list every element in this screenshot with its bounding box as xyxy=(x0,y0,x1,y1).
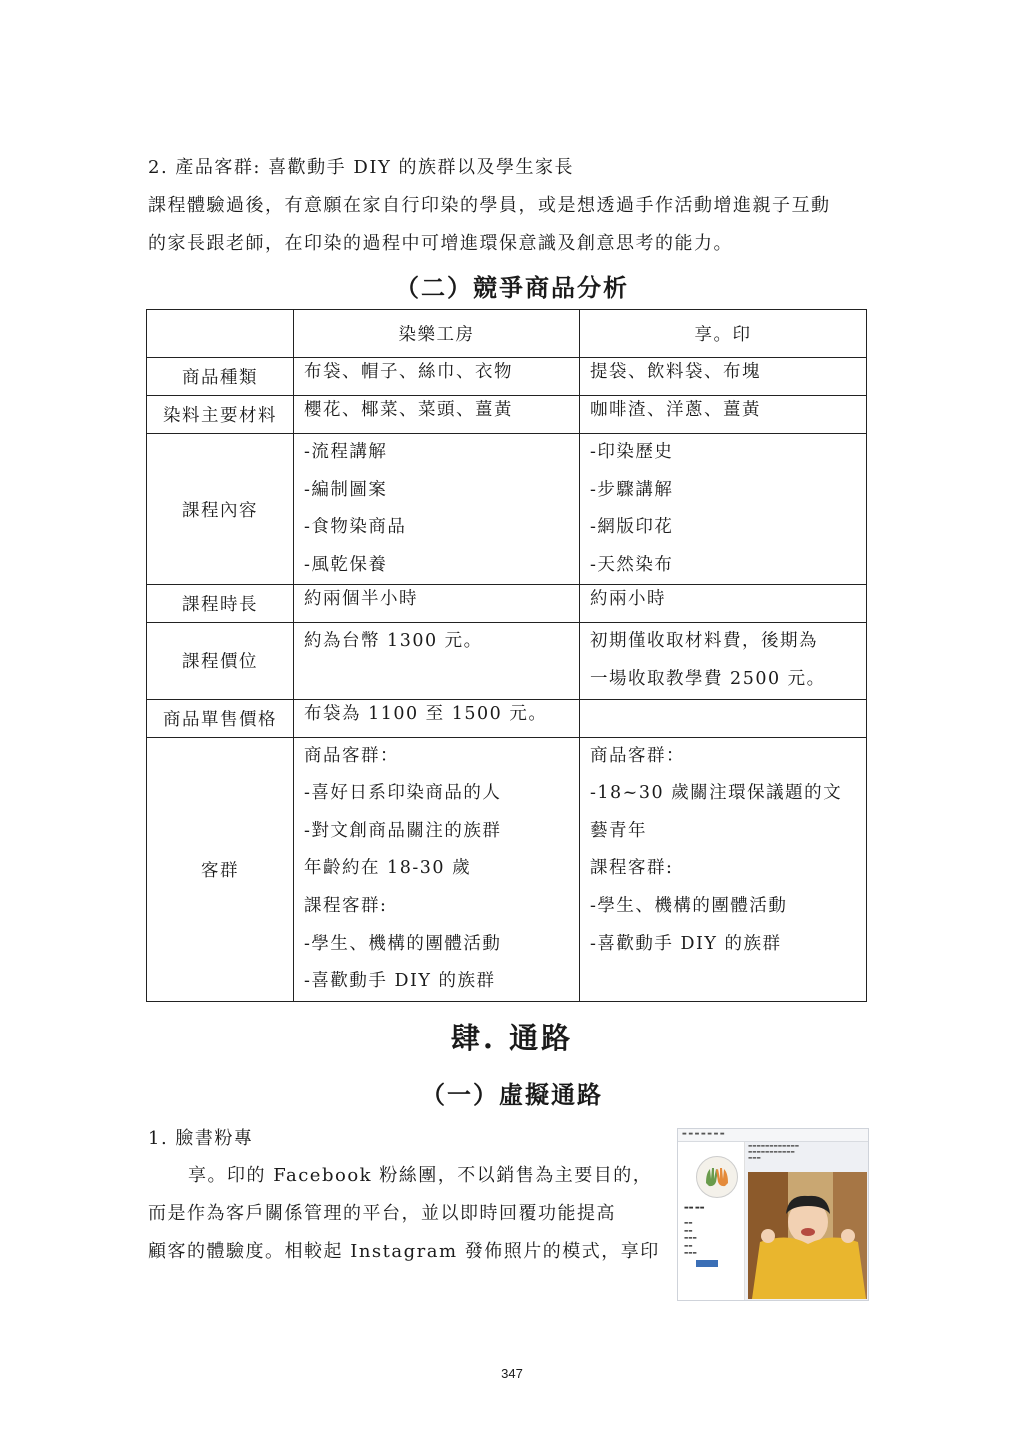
table-cell xyxy=(294,623,580,699)
table-cell xyxy=(580,434,867,585)
cell-line: -步驟講解 xyxy=(590,479,674,500)
paragraph-line: 享。印的 Facebook 粉絲團，不以銷售為主要目的， xyxy=(188,1165,653,1186)
cell-line: -18~30 歲關注環保議題的文 xyxy=(590,783,843,804)
sub-heading-virtual-channels: （一）虛擬通路 xyxy=(421,1080,603,1109)
section-heading-customers: 2. 產品客群: 喜歡動手 DIY 的族群以及學生家長 xyxy=(148,157,575,178)
row-label: 染料主要材料 xyxy=(147,396,294,434)
row-label: 客群 xyxy=(147,737,294,1001)
table-cell: 布袋、帽子、絲巾、衣物 xyxy=(294,358,580,396)
table-corner-cell xyxy=(147,310,294,358)
cell-line: -流程講解 xyxy=(304,442,388,462)
table-row xyxy=(147,434,867,585)
paragraph-line: 課程體驗過後，有意願在家自行印染的學員，或是想透過手作活動增進親子互動 xyxy=(148,195,831,216)
table-row xyxy=(147,585,867,623)
paragraph-line: 顧客的體驗度。相較起 Instagram 發佈照片的模式，享印 xyxy=(148,1241,660,1262)
fb-post-text-decoration: ▬▬▬▬▬▬▬▬▬▬▬▬ ▬▬▬▬▬▬▬▬▬▬▬ ▬▬▬ xyxy=(748,1144,800,1161)
cell-line: -食物染商品 xyxy=(304,517,407,538)
paragraph-line: 而是作為客戶關係管理的平台，並以即時回覆功能提高 xyxy=(148,1203,616,1224)
cell-line: 藝青年 xyxy=(590,820,647,841)
cell-line: -喜歡動手 DIY 的族群 xyxy=(590,933,782,954)
section-heading-facebook: 1. 臉書粉專 xyxy=(148,1128,254,1149)
cell-line: -對文創商品關注的族群 xyxy=(304,820,502,841)
cell-line: -喜好日系印染商品的人 xyxy=(304,783,502,804)
fb-action-button xyxy=(696,1260,718,1267)
table-row xyxy=(147,396,867,434)
cell-line: 課程客群: xyxy=(590,858,674,879)
row-label: 商品單售價格 xyxy=(147,699,294,737)
cell-line: 約為台幣 1300 元。 xyxy=(304,631,483,652)
page-number: 347 xyxy=(501,1366,523,1381)
table-cell xyxy=(580,699,867,737)
cell-line: -網版印花 xyxy=(590,517,674,538)
competitor-table xyxy=(146,309,867,1002)
table-cell: 櫻花、椰菜、菜頭、薑黃 xyxy=(294,396,580,434)
fb-tab-bar xyxy=(678,1129,868,1142)
table-row xyxy=(147,358,867,396)
table-cell xyxy=(580,623,867,699)
table-row xyxy=(147,737,867,1001)
table-cell xyxy=(580,737,867,1001)
table-cell: 布袋為 1100 至 1500 元。 xyxy=(294,699,580,737)
cell-line: -風乾保養 xyxy=(304,554,388,575)
table-cell xyxy=(294,737,580,1001)
fb-post-photo xyxy=(748,1172,867,1299)
cell-line: 課程客群: xyxy=(304,895,388,916)
cell-line: 商品客群： xyxy=(304,745,399,766)
cell-line: 一場收取教學費 2500 元。 xyxy=(590,668,826,689)
cell-line: -喜歡動手 DIY 的族群 xyxy=(304,971,496,992)
page-avatar-logo xyxy=(696,1156,738,1198)
paragraph-line: 的家長跟老師，在印染的過程中可增進環保意識及創意思考的能力。 xyxy=(148,233,733,254)
cell-line: 年齡約在 18-30 歲 xyxy=(304,858,472,879)
row-label: 課程內容 xyxy=(147,434,294,585)
cell-line: -印染歷史 xyxy=(590,442,674,462)
fb-page-name-decoration: ▬▬ ▬▬ xyxy=(684,1205,705,1211)
column-header-rangle: 染樂工房 xyxy=(294,310,580,358)
table-cell xyxy=(294,434,580,585)
row-label: 商品種類 xyxy=(147,358,294,396)
table-cell: 約兩個半小時 xyxy=(294,585,580,623)
fb-menu-decoration: ▬▬ ▬▬ ▬▬▬ ▬▬ ▬▬▬ xyxy=(684,1221,697,1256)
fb-tabs-decoration: ▬ ▬ ▬ ▬ ▬ ▬ ▬ xyxy=(682,1131,725,1137)
table-header-row xyxy=(147,310,867,358)
table-row xyxy=(147,623,867,699)
cell-line: -學生、機構的團體活動 xyxy=(304,933,502,954)
competitor-analysis-heading: （二）競爭商品分析 xyxy=(395,273,629,302)
chapter-heading: 肆. 通路 xyxy=(450,1021,574,1055)
fb-sidebar xyxy=(678,1142,745,1300)
table-cell: 咖啡渣、洋蔥、薑黃 xyxy=(580,396,867,434)
table-cell: 提袋、飲料袋、布塊 xyxy=(580,358,867,396)
row-label: 課程時長 xyxy=(147,585,294,623)
cell-line: 商品客群： xyxy=(590,745,685,766)
row-label: 課程價位 xyxy=(147,623,294,699)
facebook-page-screenshot xyxy=(677,1128,869,1301)
column-header-xiangyin: 享。印 xyxy=(580,310,867,358)
cell-line: -天然染布 xyxy=(590,554,674,575)
table-cell: 約兩小時 xyxy=(580,585,867,623)
cell-line: -學生、機構的團體活動 xyxy=(590,895,788,916)
cell-line: -編制圖案 xyxy=(304,479,388,500)
table-row xyxy=(147,699,867,737)
cell-line: 初期僅收取材料費，後期為 xyxy=(590,631,818,652)
